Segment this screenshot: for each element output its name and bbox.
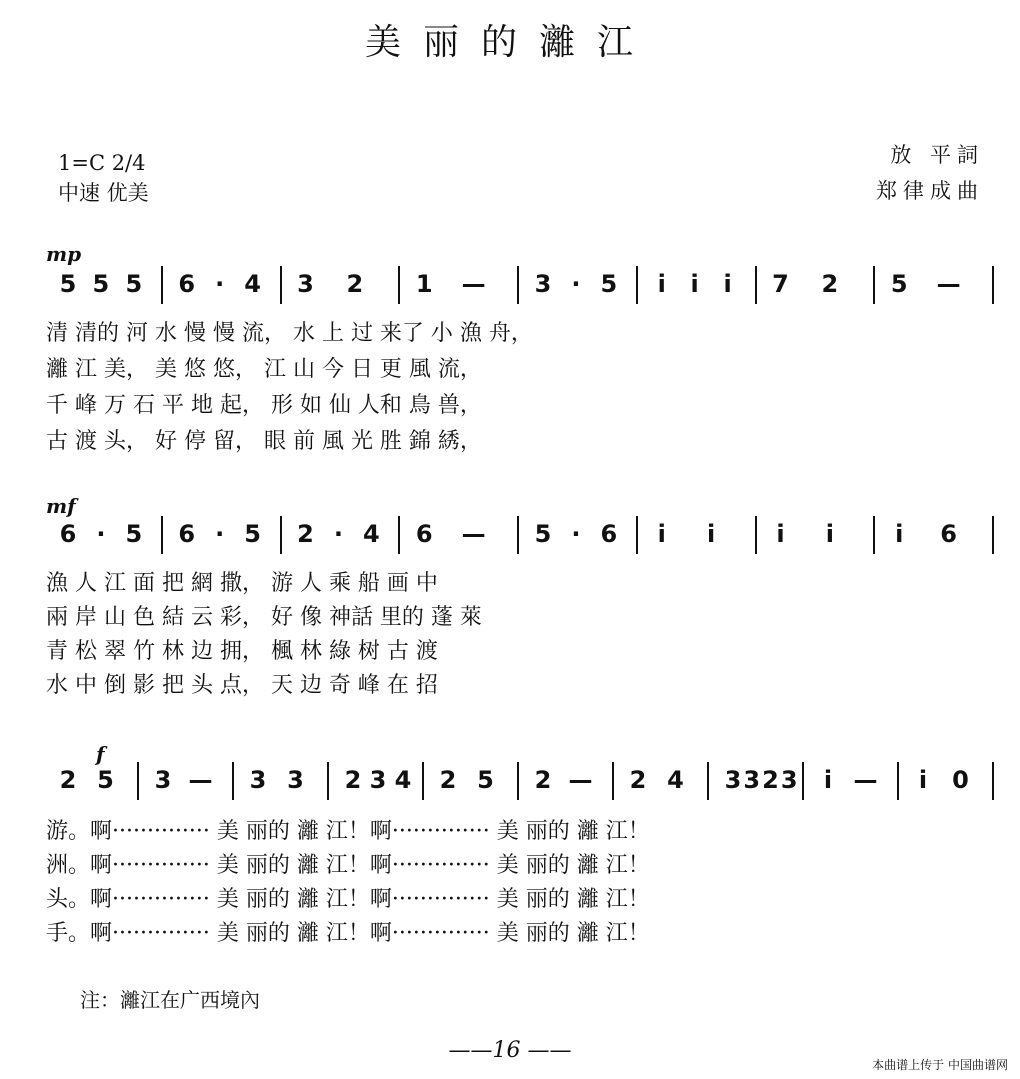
lyric-verse-1: 游。啊·············· 美 丽的 灕 江！啊·············· 美 丽的 灕 江！ — [46, 819, 650, 844]
note-symbol: 7 — [772, 270, 789, 298]
bar-line — [755, 266, 757, 304]
note-symbol: 2 — [439, 766, 457, 794]
bar-line — [161, 516, 163, 554]
bar-line — [636, 516, 638, 554]
bar-line — [755, 516, 757, 554]
note-symbol: · — [96, 520, 106, 548]
lyric-verse-3: 青 松 翠 竹 林 边 拥， 楓 林 綠 树 古 渡 — [46, 639, 438, 664]
lyric-verse-2: 洲。啊·············· 美 丽的 灕 江！啊·············· 美 丽的 灕 江！ — [46, 853, 650, 878]
lyric-verse-4: 古 渡 头， 好 停 留， 眼 前 風 光 胜 錦 綉， — [46, 429, 482, 454]
bar-line — [517, 266, 519, 304]
note-symbol: 6 — [178, 520, 196, 548]
note-symbol: 3 — [249, 766, 267, 794]
lyric-verse-1: 漁 人 江 面 把 網 撒， 游 人 乘 船 画 中 — [46, 571, 438, 596]
page-number: ——16 —— — [448, 1038, 572, 1063]
note-symbol: — — [188, 766, 213, 794]
note-symbol: 0 — [952, 766, 969, 794]
note-symbol: 3 — [287, 766, 304, 794]
bar-line — [398, 516, 400, 554]
music-system-3 — [0, 738, 1020, 958]
song-title: 美丽的灕江 — [364, 22, 655, 63]
composer-credit: 郑律成曲 — [876, 179, 984, 203]
bar-line — [137, 762, 139, 800]
bar-line — [992, 266, 994, 304]
dynamic-mark: mf — [46, 494, 76, 518]
note-symbol: 3 — [154, 766, 172, 794]
bar-line — [280, 516, 282, 554]
bar-line — [802, 762, 804, 800]
note-symbol: 5 — [600, 270, 618, 298]
bar-line — [280, 266, 282, 304]
bar-line — [232, 762, 234, 800]
lyric-verse-3: 千 峰 万 石 平 地 起， 形 如 仙 人和 鳥 兽， — [46, 393, 482, 418]
lyric-verse-2: 兩 岸 山 色 結 云 彩， 好 像 神話 里的 蓬 萊 — [46, 605, 482, 630]
note-symbol: 1 — [415, 270, 433, 298]
note-symbol: 5 — [125, 270, 143, 298]
note-symbol: · — [571, 270, 581, 298]
note-symbol: 3 — [297, 270, 314, 298]
notes-line — [48, 266, 1008, 310]
bar-line — [327, 762, 329, 800]
notes-line — [48, 516, 1008, 560]
note-symbol: · — [215, 520, 225, 548]
lyric-verse-4: 水 中 倒 影 把 头 点， 天 边 奇 峰 在 招 — [46, 673, 438, 698]
dynamic-mark: f — [96, 742, 105, 766]
note-symbol: i — [918, 766, 928, 794]
notes-line — [48, 762, 1008, 806]
note-symbol: — — [568, 766, 593, 794]
bar-line — [873, 516, 875, 554]
note-symbol: — — [853, 766, 878, 794]
note-symbol: 5 — [125, 520, 143, 548]
note-symbol: 3 — [780, 766, 798, 794]
bar-line — [422, 762, 424, 800]
note-symbol: 6 — [600, 520, 618, 548]
note-symbol: · — [333, 520, 343, 548]
note-symbol: i — [776, 520, 785, 548]
bar-line — [992, 516, 994, 554]
note-symbol: 5 — [59, 270, 77, 298]
note-symbol: 5 — [244, 520, 261, 548]
lyricist-credit: 放 平詞 — [890, 143, 984, 167]
bar-line — [897, 762, 899, 800]
bar-line — [873, 266, 875, 304]
bar-line — [992, 762, 994, 800]
note-symbol: 4 — [667, 766, 684, 794]
bar-line — [517, 516, 519, 554]
note-symbol: 6 — [415, 520, 433, 548]
note-symbol: i — [690, 270, 699, 298]
note-symbol: 4 — [244, 270, 261, 298]
note-symbol: i — [657, 520, 666, 548]
note-symbol: 2 — [59, 766, 77, 794]
footnote: 注：灕江在广西境內 — [80, 988, 260, 1012]
note-symbol: i — [657, 270, 666, 298]
note-symbol: 4 — [394, 766, 412, 794]
note-symbol: 6 — [59, 520, 77, 548]
note-symbol: — — [461, 520, 486, 548]
bar-line — [612, 762, 614, 800]
note-symbol: · — [215, 270, 225, 298]
note-symbol: i — [707, 520, 716, 548]
bar-line — [707, 762, 709, 800]
note-symbol: 2 — [346, 270, 364, 298]
note-symbol: 3 — [724, 766, 742, 794]
bar-line — [517, 762, 519, 800]
dynamic-mark: mp — [46, 242, 82, 266]
note-symbol: i — [825, 520, 834, 548]
note-symbol: i — [895, 520, 904, 548]
note-symbol: 2 — [629, 766, 647, 794]
lyric-verse-4: 手。啊·············· 美 丽的 灕 江！啊·············· 美 丽的 灕 江！ — [46, 921, 650, 946]
bar-line — [398, 266, 400, 304]
lyric-verse-1: 清 清的 河 水 慢 慢 流， 水 上 过 来了 小 漁 舟， — [46, 321, 533, 346]
upload-credit: 本曲谱上传于 中国曲谱网 — [872, 1058, 1008, 1072]
note-symbol: i — [823, 766, 833, 794]
music-system-2 — [0, 490, 1020, 710]
note-symbol: 5 — [890, 270, 908, 298]
note-symbol: 2 — [297, 520, 314, 548]
note-symbol: 2 — [534, 766, 552, 794]
tempo-marking: 中速 优美 — [58, 181, 149, 205]
lyric-verse-2: 灕 江 美， 美 悠 悠， 江 山 今 日 更 風 流， — [46, 357, 482, 382]
note-symbol: i — [723, 270, 732, 298]
lyric-verse-3: 头。啊·············· 美 丽的 灕 江！啊·············· 美 丽的 灕 江！ — [46, 887, 650, 912]
note-symbol: 2 — [344, 766, 362, 794]
note-symbol: 3 — [534, 270, 552, 298]
note-symbol: 5 — [534, 520, 552, 548]
note-symbol: 6 — [178, 270, 196, 298]
note-symbol: — — [936, 270, 961, 298]
note-symbol: 5 — [477, 766, 494, 794]
note-symbol: — — [461, 270, 486, 298]
key-signature: 1=C 2/4 — [58, 151, 146, 175]
note-symbol: 5 — [92, 270, 110, 298]
note-symbol: 6 — [940, 520, 957, 548]
note-symbol: · — [571, 520, 581, 548]
note-symbol: 3 — [369, 766, 387, 794]
note-symbol: 2 — [762, 766, 779, 794]
note-symbol: 4 — [362, 520, 380, 548]
note-symbol: 2 — [821, 270, 839, 298]
note-symbol: 3 — [743, 766, 761, 794]
bar-line — [161, 266, 163, 304]
note-symbol: 5 — [97, 766, 114, 794]
bar-line — [636, 266, 638, 304]
